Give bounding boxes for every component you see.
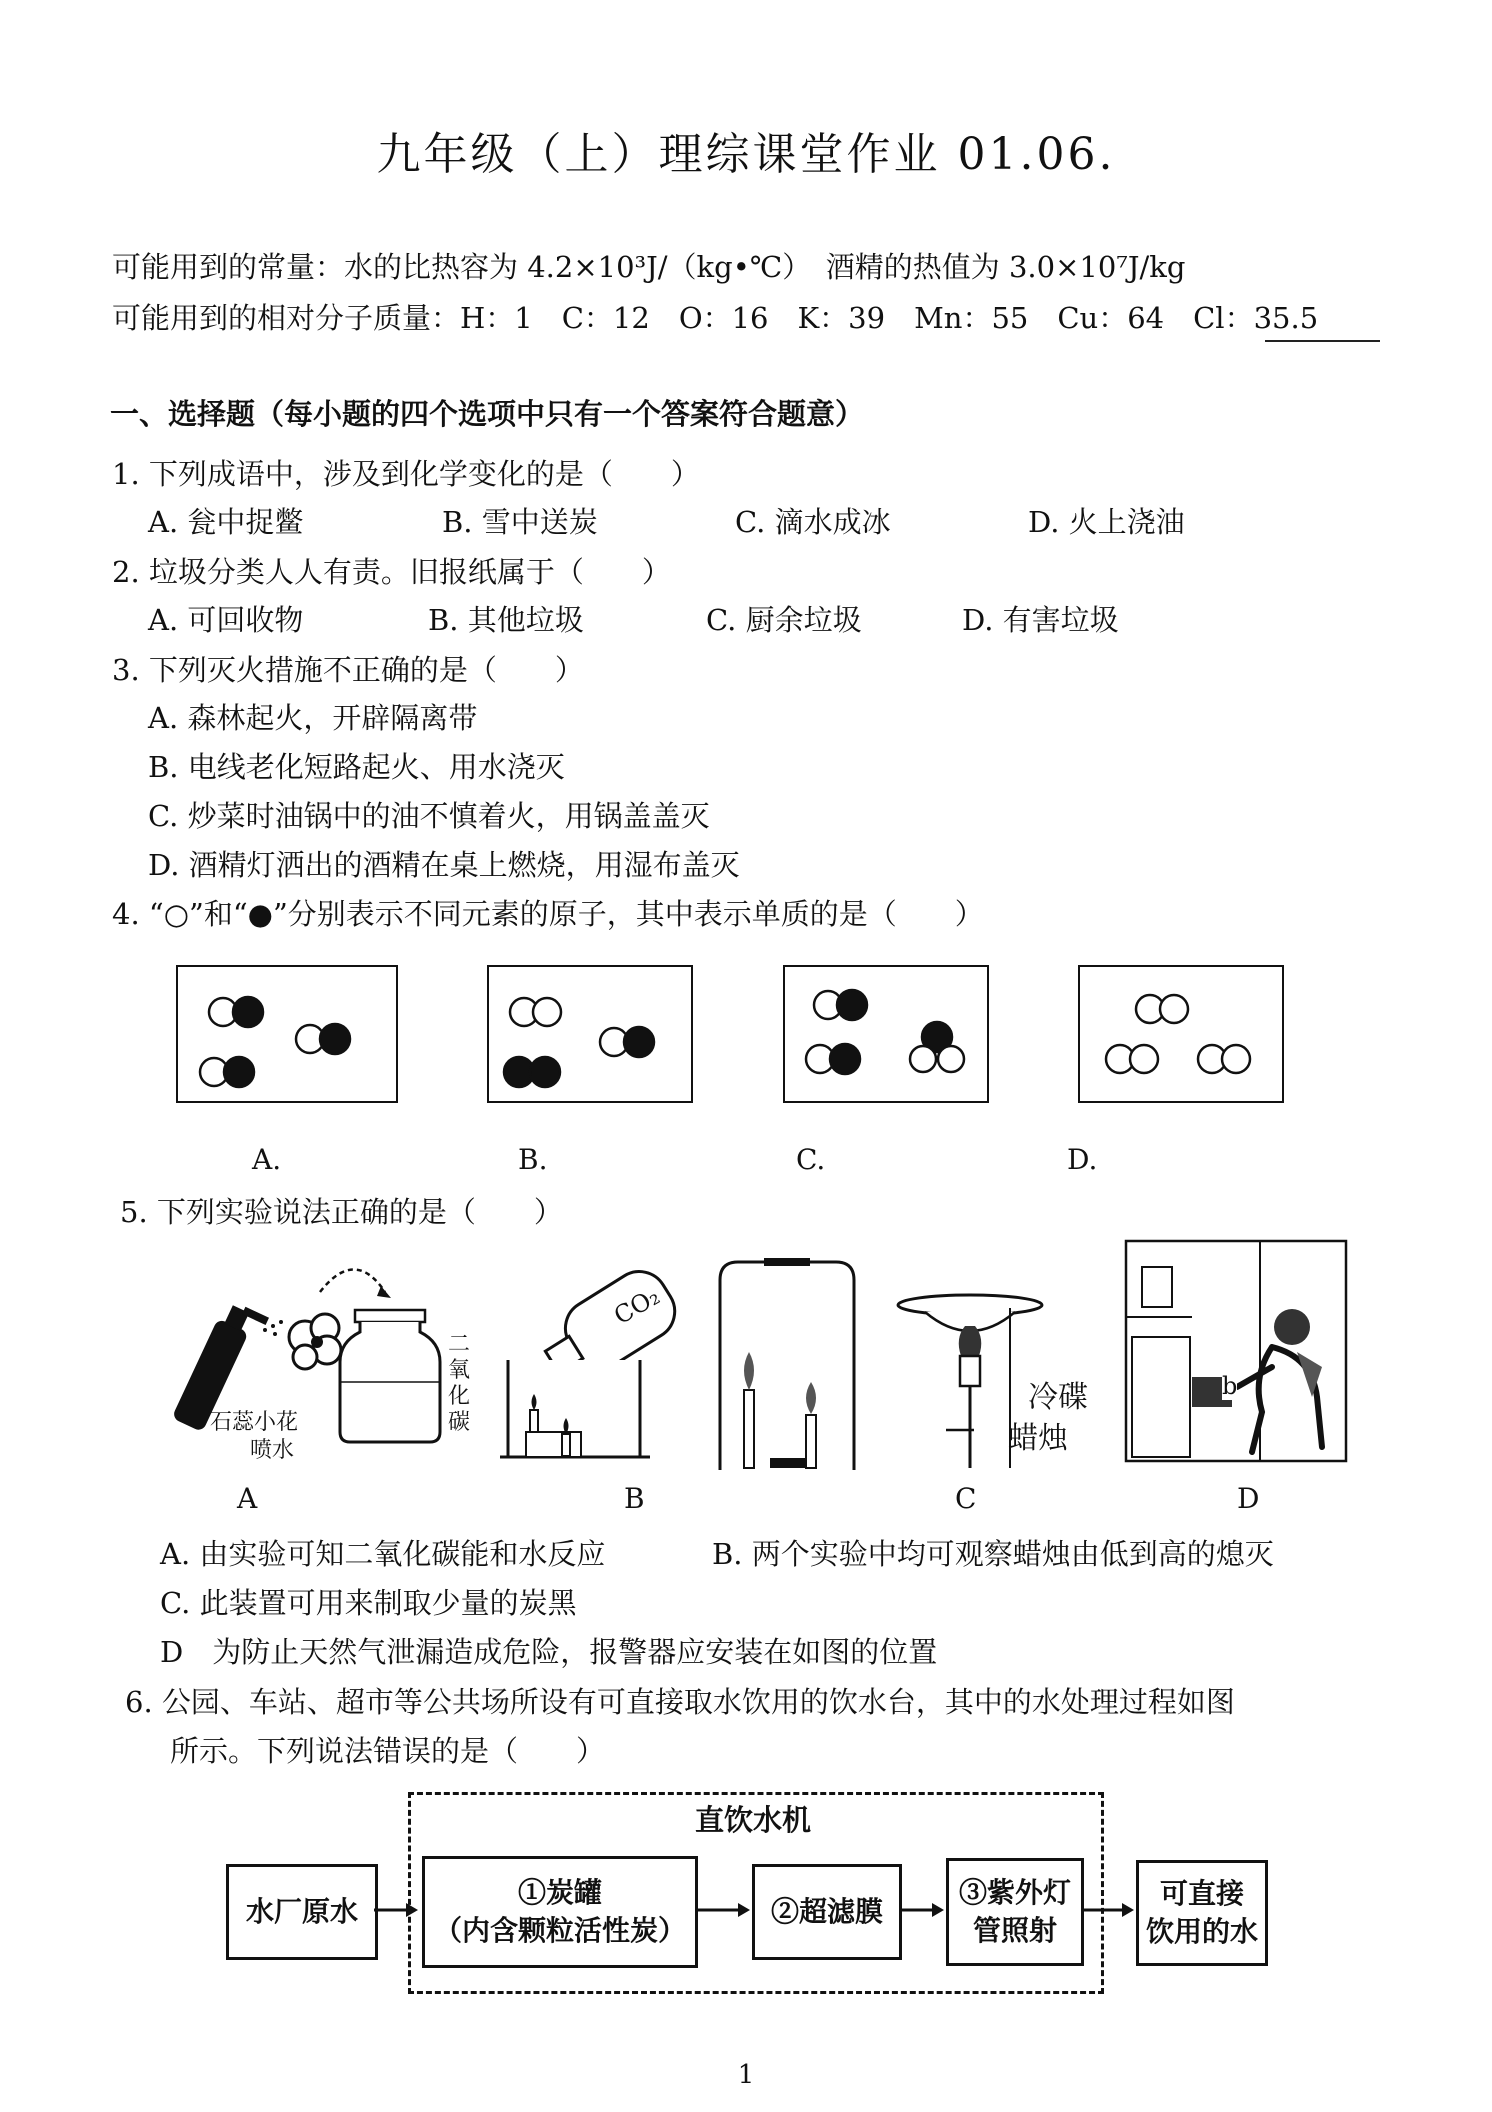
q4-label-d: D. [1067, 1143, 1098, 1176]
q2-option-a: A. 可回收物 [148, 603, 304, 637]
q6-stem-line-1: 6. 公园、车站、超市等公共场所设有可直接取水饮用的饮水台，其中的水处理过程如图 [125, 1685, 1235, 1719]
q5-figure-d [1122, 1237, 1350, 1465]
flow-step3-label-a: ③紫外灯 [958, 1876, 1071, 1909]
q2-option-c: C. 厨余垃圾 [706, 603, 862, 637]
flow-result-label-a: 可直接 [1159, 1877, 1244, 1910]
flow-step1-label-a: ①炭罐 [517, 1876, 602, 1909]
q1-option-c: C. 滴水成冰 [735, 505, 891, 539]
q4-box-c [783, 965, 989, 1103]
section-heading: 一、选择题（每小题的四个选项中只有一个答案符合题意） [110, 397, 865, 431]
q5-option-d: D 为防止天然气泄漏造成危险，报警器应安装在如图的位置 [160, 1635, 938, 1669]
q4-box-a [176, 965, 398, 1103]
flow-step3-label-b: 管照射 [972, 1914, 1057, 1947]
q5-option-a: A. 由实验可知二氧化碳能和水反应 [160, 1537, 606, 1571]
q4-molecules-a [178, 967, 396, 1101]
flow-step2-box [752, 1864, 902, 1960]
q1-option-b: B. 雪中送炭 [442, 505, 598, 539]
underline-mark [1265, 340, 1380, 342]
q4-stem: 4. “○”和“●”分别表示不同元素的原子，其中表示单质的是（ ） [112, 897, 984, 931]
q5a-flower-label: 石蕊小花 [210, 1410, 299, 1435]
flow-step1-box [422, 1856, 698, 1968]
page-title: 九年级（上）理综课堂作业 01.06. [376, 129, 1116, 180]
q3-option-c: C. 炒菜时油锅中的油不慎着火，用锅盖盖灭 [148, 799, 710, 833]
flow-result-box [1136, 1860, 1268, 1966]
q5c-candle-label: 蜡烛 [1008, 1421, 1068, 1456]
constants-line-2: 可能用到的相对分子质量：H：1 C：12 O：16 K：39 Mn：55 Cu：64 Cl：35.5 [112, 301, 1319, 335]
q5-label-d: D [1237, 1482, 1260, 1515]
q2-option-b: B. 其他垃圾 [428, 603, 584, 637]
q5a-spray-label: 喷水 [250, 1438, 295, 1463]
q1-option-d: D. 火上浇油 [1028, 505, 1185, 539]
page-number: 1 [737, 2060, 755, 2090]
flow-step2-label: ②超滤膜 [770, 1895, 883, 1928]
q5-figure-c-jar [712, 1240, 862, 1470]
q4-box-d [1078, 965, 1284, 1103]
q5-figure-a [155, 1252, 485, 1452]
q5-label-b: B [624, 1482, 645, 1515]
q5-option-b: B. 两个实验中均可观察蜡烛由低到高的熄灭 [712, 1537, 1274, 1571]
flow-group-title: 直饮水机 [694, 1803, 811, 1837]
q5b-co2-label: CO₂ [609, 1281, 665, 1331]
q6-stem-line-2: 所示。下列说法错误的是（ ） [170, 1734, 606, 1768]
q4-molecules-d [1080, 967, 1282, 1101]
q4-molecules-b [489, 967, 691, 1101]
q5-figure-b [490, 1252, 710, 1472]
q3-option-b: B. 电线老化短路起火、用水浇灭 [148, 750, 565, 784]
q5d-mark-label: b [1222, 1372, 1238, 1400]
q5-stem: 5. 下列实验说法正确的是（ ） [120, 1195, 563, 1229]
q3-option-a: A. 森林起火，开辟隔离带 [148, 701, 478, 735]
flow-step1-label-b: （内含颗粒活性炭） [433, 1914, 686, 1947]
q1-option-a: A. 瓮中捉鳖 [148, 505, 304, 539]
q5-label-c: C [955, 1482, 977, 1515]
q4-label-c: C. [796, 1143, 826, 1176]
flow-source-label: 水厂原水 [245, 1895, 358, 1928]
constants-line-1: 可能用到的常量：水的比热容为 4.2×10³J/（kg•℃） 酒精的热值为 3.0×10⁷J/kg [112, 250, 1186, 284]
q4-label-b: B. [518, 1143, 548, 1176]
q2-stem: 2. 垃圾分类人人有责。旧报纸属于（ ） [112, 555, 671, 589]
q4-molecules-c [785, 967, 987, 1101]
q3-option-d: D. 酒精灯洒出的酒精在桌上燃烧，用湿布盖灭 [148, 848, 740, 882]
q5c-dish-label: 冷碟 [1028, 1380, 1088, 1415]
flow-result-label-b: 饮用的水 [1145, 1915, 1258, 1948]
q2-option-d: D. 有害垃圾 [962, 603, 1119, 637]
q1-stem: 1. 下列成语中，涉及到化学变化的是（ ） [112, 457, 700, 491]
q5-option-c: C. 此装置可用来制取少量的炭黑 [160, 1586, 577, 1620]
q5a-gas-label: 二氧化碳 [448, 1332, 471, 1435]
flow-step3-box [946, 1858, 1084, 1966]
flow-source-box [226, 1864, 378, 1960]
q4-box-b [487, 965, 693, 1103]
q5-label-a: A [237, 1482, 258, 1515]
q3-stem: 3. 下列灭火措施不正确的是（ ） [112, 653, 584, 687]
q4-label-a: A. [252, 1143, 282, 1176]
